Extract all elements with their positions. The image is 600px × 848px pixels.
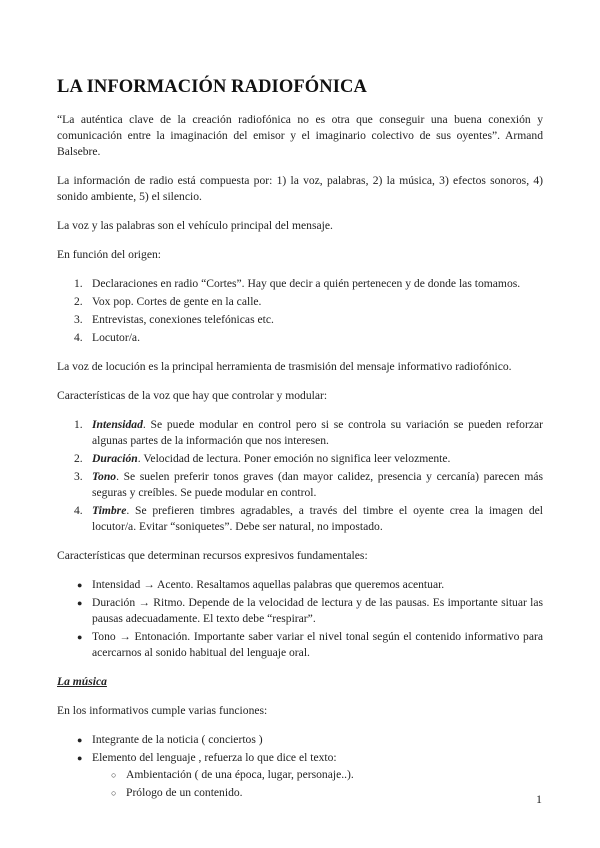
page-content — [57, 76, 543, 814]
list-item-text: Vox pop. Cortes de gente en la calle. — [92, 295, 262, 308]
list-item — [57, 503, 543, 535]
list-item — [57, 276, 543, 292]
list-item-text: Integrante de la noticia ( conciertos ) — [92, 733, 263, 746]
list-item — [57, 577, 543, 593]
sub-list-item — [57, 767, 543, 783]
bullet-icon: ● — [77, 580, 83, 590]
list-number: 2. — [74, 452, 83, 465]
origin-paragraph: En función del origen: — [57, 248, 161, 261]
list-item — [57, 469, 543, 501]
bullet-icon: ● — [77, 753, 83, 763]
functions-sublist — [92, 767, 543, 801]
list-number: 1. — [74, 418, 83, 431]
list-item-text: . Se suelen preferir tonos graves (dan mayor calidez, presencia y cercanía) parecen más seguras y creíbles. Se puede modular en control. — [92, 470, 543, 499]
list-item — [57, 330, 543, 346]
list-item — [57, 451, 543, 467]
characteristics-paragraph: Características de la voz que hay que controlar y modular: — [57, 389, 328, 402]
list-number: 1. — [74, 277, 83, 290]
list-item-text: Ambientación ( de una época, lugar, personaje..). — [126, 768, 354, 781]
expressive-paragraph: Características que determinan recursos expresivos fundamentales: — [57, 549, 368, 562]
list-item-text: Entrevistas, conexiones telefónicas etc. — [92, 313, 274, 326]
list-item-text: Prólogo de un contenido. — [126, 786, 243, 799]
page-number: 1 — [536, 792, 542, 806]
functions-list — [57, 732, 543, 801]
circle-bullet-icon: ○ — [111, 788, 117, 798]
list-item-text: . Se prefieren timbres agradables, a través del timbre el oyente crea la imagen del locutor/a. Evitar “soniquetes”. Debe ser natural, no impostado. — [92, 504, 543, 533]
bullet-icon: ● — [77, 735, 83, 745]
term-label: Tono — [92, 470, 117, 483]
functions-paragraph: En los informativos cumple varias funciones: — [57, 704, 268, 717]
list-number: 3. — [74, 313, 83, 326]
term-label: Intensidad — [92, 418, 143, 431]
list-item-text: . Se puede modular en control pero si se controla su variación se pueden reforzar algunas partes de la información que nos interesen. — [92, 418, 543, 447]
expressive-list — [57, 577, 543, 661]
voice-characteristics-list — [57, 417, 543, 535]
list-item — [57, 294, 543, 310]
composition-paragraph: La información de radio está compuesta por: 1) la voz, palabras, 2) la música, 3) efectos sonoros, 4) sonido ambiente, 5) el silencio. — [57, 174, 543, 203]
page-title: LA INFORMACIÓN RADIOFÓNICA — [57, 77, 367, 97]
voice-paragraph: La voz y las palabras son el vehículo principal del mensaje. — [57, 219, 333, 232]
list-item-text: Elemento del lenguaje , refuerza lo que dice el texto: — [92, 751, 337, 764]
list-item-text: . Velocidad de lectura. Poner emoción no significa leer velozmente. — [137, 452, 451, 465]
list-item — [57, 312, 543, 328]
bullet-icon: ● — [77, 632, 83, 642]
list-number: 3. — [74, 470, 83, 483]
term-label: Duración — [92, 452, 138, 465]
locution-paragraph: La voz de locución es la principal herramienta de trasmisión del mensaje informativo radiofónico. — [57, 360, 512, 373]
bullet-icon: ● — [77, 598, 83, 608]
list-item-text: Intensidad → Acento. Resaltamos aquellas palabras que queremos acentuar. — [92, 578, 445, 591]
term-label: Timbre — [92, 504, 127, 517]
quote-paragraph: “La auténtica clave de la creación radiofónica no es otra que conseguir una buena conexión y comunicación entre la imaginación del emisor y el imaginario colectivo de sus oyentes”. Armand Balsebre. — [57, 113, 543, 158]
circle-bullet-icon: ○ — [111, 770, 117, 780]
list-number: 4. — [74, 504, 83, 517]
list-item — [57, 750, 543, 801]
list-item — [57, 732, 543, 748]
list-item — [57, 417, 543, 449]
sub-list-item — [57, 785, 543, 801]
list-item — [57, 595, 543, 627]
list-item-text: Declaraciones en radio “Cortes”. Hay que decir a quién pertenecen y de donde las tomamos. — [92, 277, 521, 290]
list-item — [57, 629, 543, 661]
list-item-text: Duración → Ritmo. Depende de la velocidad de lectura y de las pausas. Es importante situar las pausas adecuadamente. El texto debe “respirar”. — [92, 596, 543, 625]
list-item-text: Tono → Entonación. Importante saber variar el nivel tonal según el contenido informativo para acercarnos al sonido habitual del lenguaje oral. — [92, 630, 543, 659]
list-number: 2. — [74, 295, 83, 308]
origin-list — [57, 276, 543, 346]
list-number: 4. — [74, 331, 83, 344]
list-item-text: Locutor/a. — [92, 331, 140, 344]
section-heading-music: La música — [57, 675, 107, 688]
